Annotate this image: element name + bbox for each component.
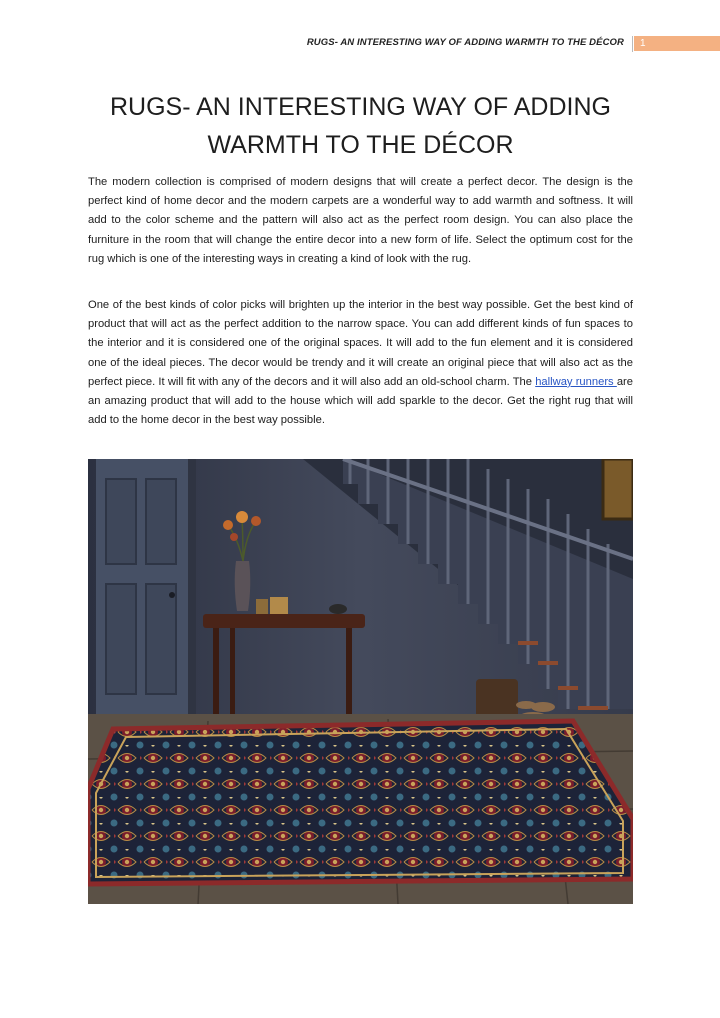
document-title-line-2: WARMTH TO THE DÉCOR	[207, 131, 514, 159]
paragraph-2-text-start: One of the best kinds of color picks will brighten up the interior in the best way possible. Get the best kind of product that will act as the perfect addition to the narrow space. You can add different kinds of fun spaces to the interior and it is considered one of the original spaces. It will add to the fun element and it is considered one of the ideal pieces. The decor would be trendy and it will create an original piece that will also act as the perfect piece. It will fit with any of the decors and it will also add an old-school charm. The	[88, 299, 633, 388]
patterned-rug	[88, 721, 633, 884]
running-title: RUGS- AN INTERESTING WAY OF ADDING WARMTH TO THE DÉCOR	[306, 37, 624, 48]
body-paragraph-2	[88, 296, 633, 430]
document-title	[88, 88, 633, 164]
body-paragraph-1: The modern collection is comprised of modern designs that will create a perfect decor. The design is the perfect kind of home decor and the modern carpets are a wonderful way to add warmth and softness. It will add to the color scheme and the pattern will also act as the perfect room design. You can also place the furniture in the room that will change the entire decor into a new form of life. Select the optimum cost for the rug which is one of the interesting ways in creating a kind of look with the rug.	[88, 176, 633, 265]
hallway-scene-illustration	[88, 459, 633, 904]
hallway-runners-link[interactable]: hallway runners	[535, 375, 617, 388]
hallway-rug-photo	[88, 459, 633, 904]
header-divider	[632, 36, 633, 52]
document-title-line-1: RUGS- AN INTERESTING WAY OF ADDING	[110, 93, 611, 121]
paragraph-2-text-end: are an amazing product that will add to the house which will add sparkle to the decor. Get the right rug that will add to the home decor in the best way possible.	[88, 375, 633, 427]
door	[96, 459, 188, 721]
wall-painting	[603, 459, 633, 519]
door-frame	[188, 459, 196, 721]
page-number-badge: 1	[634, 36, 720, 51]
running-header	[0, 36, 720, 52]
